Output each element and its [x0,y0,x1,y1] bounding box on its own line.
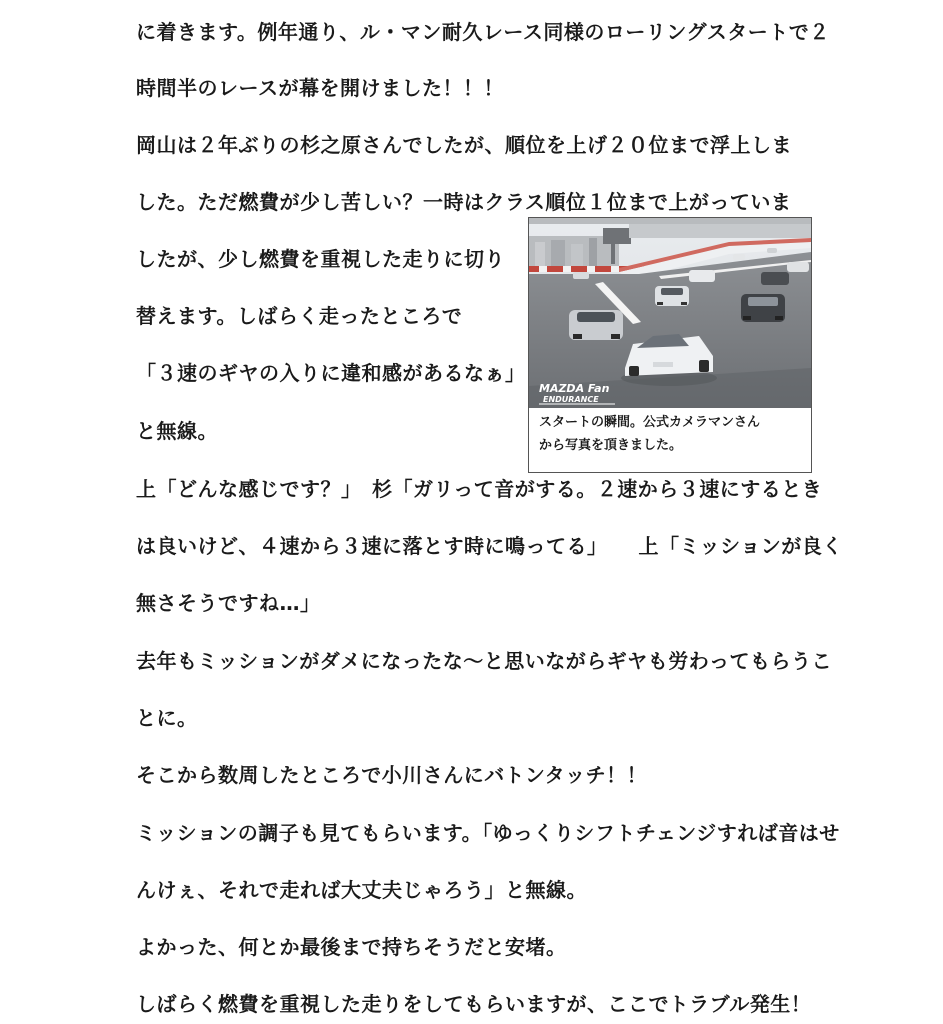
text-line-1: に着きます。例年通り、ル・マン耐久レース同様のローリングスタートで２ [136,20,830,44]
text-line-6: 替えます。しばらく走ったところで [136,304,463,328]
text-line-14: そこから数周したところで小川さんにバトンタッチ！！ [136,763,648,787]
photo-caption [539,411,760,457]
text-line-11: 無さそうですね…」 [136,591,321,615]
text-line-3: 岡山は２年ぶりの杉之原さんでしたが、順位を上げ２０位まで浮上しま [136,133,792,157]
text-line-7: 「３速のギヤの入りに違和感があるなぁ」 [136,361,526,385]
caption-line-2: から写真を頂きました。 [539,438,683,453]
text-line-4: した。ただ燃費が少し苦しい？一時はクラス順位１位まで上がっていま [136,190,792,214]
text-line-10: は良いけど、４速から３速に落とす時に鳴ってる」 上「ミッションが良く [136,534,843,558]
text-line-2: 時間半のレースが幕を開けました！！！ [136,76,504,100]
text-line-18: しばらく燃費を重視した走りをしてもらいますが、ここでトラブル発生！ [136,992,812,1016]
race-start-figure [528,217,812,473]
text-line-8: と無線。 [136,419,218,443]
watermark-line-1: MAZDA Fan [539,382,610,395]
race-photo-illustration [529,218,811,408]
text-line-12: 去年もミッションがダメになったな～と思いながらギヤも労わってもらうこ [136,649,832,673]
text-line-16: んけぇ、それで走れば大丈夫じゃろう」と無線。 [136,878,587,902]
watermark-line-2: ENDURANCE [543,395,599,404]
caption-line-1: スタートの瞬間。公式カメラマンさん [539,415,761,430]
text-line-13: とに。 [136,706,198,730]
text-line-9: 上「どんな感じです？」 杉「ガリって音がする。２速から３速にするとき [136,477,823,501]
text-line-17: よかった、何とか最後まで持ちそうだと安堵。 [136,935,567,959]
text-line-15: ミッションの調子も見てもらいます。「ゆっくりシフトチェンジすれば音はせ [136,821,840,845]
race-start-photo [529,218,811,408]
text-line-5: したが、少し燃費を重視した走りに切り [136,247,505,271]
